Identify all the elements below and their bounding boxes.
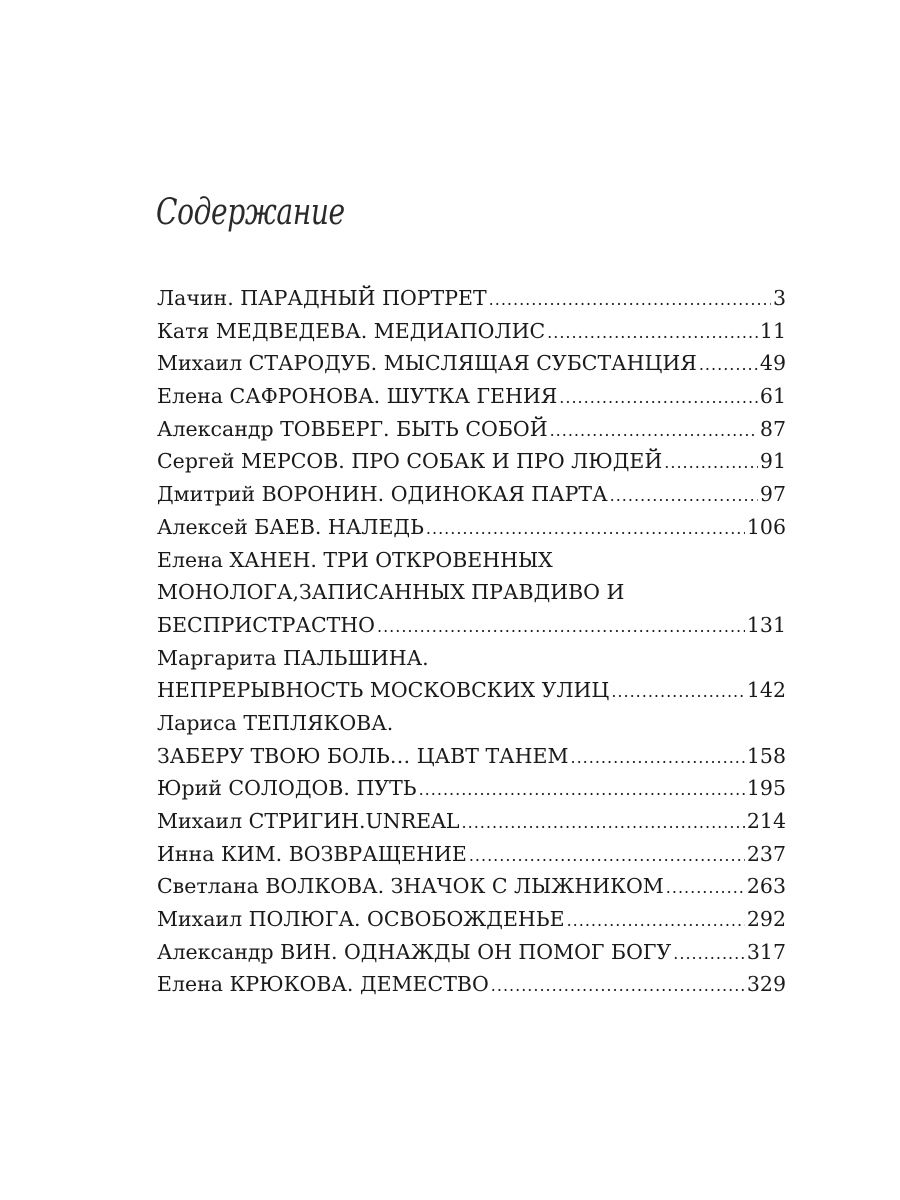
toc-page-number: 292 bbox=[746, 907, 786, 932]
toc-entry bbox=[157, 838, 786, 871]
page-title: Содержание bbox=[156, 192, 345, 233]
toc-entry-text: Лариса ТЕПЛЯКОВА. bbox=[157, 710, 394, 735]
dot-leader bbox=[469, 840, 745, 873]
toc-page-number: 106 bbox=[746, 514, 786, 539]
toc-entry bbox=[157, 413, 786, 446]
toc-entry bbox=[157, 315, 786, 348]
toc-entry bbox=[157, 282, 786, 315]
toc-entry-text: Алексей БАЕВ. НАЛЕДЬ bbox=[157, 514, 424, 539]
toc-page-number: 49 bbox=[759, 351, 786, 376]
toc-entry bbox=[157, 936, 786, 969]
toc-entry-line bbox=[157, 544, 786, 577]
toc-entry bbox=[157, 445, 786, 478]
dot-leader bbox=[462, 807, 745, 840]
toc-entry-text: Инна КИМ. ВОЗВРАЩЕНИЕ bbox=[157, 841, 467, 866]
toc-entry bbox=[157, 772, 786, 805]
toc-entry-text: Михаил СТРИГИН.UNREAL bbox=[157, 809, 460, 833]
toc-entry-line bbox=[157, 642, 786, 675]
toc-page-number: 61 bbox=[759, 384, 786, 409]
toc-entry bbox=[157, 903, 786, 936]
toc-entry-text: Елена САФРОНОВА. ШУТКА ГЕНИЯ bbox=[157, 384, 558, 409]
toc-page-number: 87 bbox=[759, 416, 786, 441]
toc-entry-text: Михаил СТАРОДУБ. МЫСЛЯЩАЯ СУБСТАНЦИЯ bbox=[157, 351, 697, 376]
toc-entry bbox=[157, 674, 786, 707]
table-of-contents bbox=[157, 282, 786, 1001]
dot-leader bbox=[550, 415, 758, 448]
toc-entry-text: Светлана ВОЛКОВА. ЗНАЧОК С ЛЫЖНИКОМ bbox=[157, 874, 664, 899]
dot-leader bbox=[426, 513, 745, 546]
toc-entry-text: Александр ВИН. ОДНАЖДЫ ОН ПОМОГ БОГУ bbox=[157, 939, 672, 964]
toc-page-number: 237 bbox=[746, 841, 786, 866]
dot-leader bbox=[489, 284, 771, 317]
dot-leader bbox=[491, 970, 745, 1003]
toc-entry bbox=[157, 805, 786, 838]
toc-entry bbox=[157, 380, 786, 413]
toc-entry-text: Юрий СОЛОДОВ. ПУТЬ bbox=[157, 776, 417, 801]
toc-page-number: 329 bbox=[746, 972, 786, 997]
dot-leader bbox=[610, 480, 758, 513]
toc-entry-text: МОНОЛОГА,ЗАПИСАННЫХ ПРАВДИВО И bbox=[157, 580, 625, 605]
toc-page-number: 11 bbox=[759, 318, 786, 343]
dot-leader bbox=[559, 382, 758, 415]
toc-page-number: 317 bbox=[746, 939, 786, 964]
toc-entry-text: Елена ХАНЕН. ТРИ ОТКРОВЕННЫХ bbox=[157, 547, 553, 572]
toc-entry bbox=[157, 870, 786, 903]
toc-page-number: 263 bbox=[746, 874, 786, 899]
toc-entry-text: Дмитрий ВОРОНИН. ОДИНОКАЯ ПАРТА bbox=[157, 482, 608, 507]
toc-entry-text: Александр ТОВБЕРГ. БЫТЬ СОБОЙ bbox=[157, 416, 548, 441]
toc-entry-text: Катя МЕДВЕДЕВА. МЕДИАПОЛИС bbox=[157, 318, 546, 343]
dot-leader bbox=[419, 774, 745, 807]
toc-page-number: 195 bbox=[746, 776, 786, 801]
dot-leader bbox=[570, 742, 744, 775]
toc-entry-text: НЕПРЕРЫВНОСТЬ МОСКОВСКИХ УЛИЦ bbox=[157, 678, 610, 703]
toc-entry-text: Лачин. ПАРАДНЫЙ ПОРТРЕТ bbox=[157, 286, 487, 310]
toc-entry bbox=[157, 478, 786, 511]
toc-page-number: 131 bbox=[746, 612, 786, 637]
toc-entry-text: Сергей МЕРСОВ. ПРО СОБАК И ПРО ЛЮДЕЙ bbox=[157, 449, 663, 474]
toc-entry-line bbox=[157, 707, 786, 740]
toc-entry-text: БЕСПРИСТРАСТНО bbox=[157, 612, 375, 637]
dot-leader bbox=[611, 676, 745, 709]
toc-page-number: 91 bbox=[759, 449, 786, 474]
dot-leader bbox=[567, 905, 745, 938]
toc-page-number: 3 bbox=[772, 286, 786, 310]
toc-entry-text: Михаил ПОЛЮГА. ОСВОБОЖДЕНЬЕ bbox=[157, 907, 565, 932]
toc-entry bbox=[157, 968, 786, 1001]
toc-entry bbox=[157, 609, 786, 642]
toc-page-number: 97 bbox=[759, 482, 786, 507]
toc-entry-text: Елена КРЮКОВА. ДЕМЕСТВО bbox=[157, 972, 489, 997]
dot-leader bbox=[547, 317, 758, 350]
dot-leader bbox=[664, 447, 758, 480]
toc-page-number: 142 bbox=[746, 678, 786, 703]
toc-entry bbox=[157, 740, 786, 773]
toc-page-number: 214 bbox=[746, 809, 786, 833]
dot-leader bbox=[666, 872, 745, 905]
dot-leader bbox=[699, 349, 758, 382]
toc-entry bbox=[157, 511, 786, 544]
toc-entry-text: Маргарита ПАЛЬШИНА. bbox=[157, 645, 429, 670]
toc-page-number: 158 bbox=[746, 743, 786, 768]
toc-entry bbox=[157, 347, 786, 380]
dot-leader bbox=[377, 611, 745, 644]
dot-leader bbox=[673, 938, 745, 971]
toc-entry-text: ЗАБЕРУ ТВОЮ БОЛЬ… ЦАВТ ТАНЕМ bbox=[157, 743, 569, 768]
toc-entry-line bbox=[157, 576, 786, 609]
